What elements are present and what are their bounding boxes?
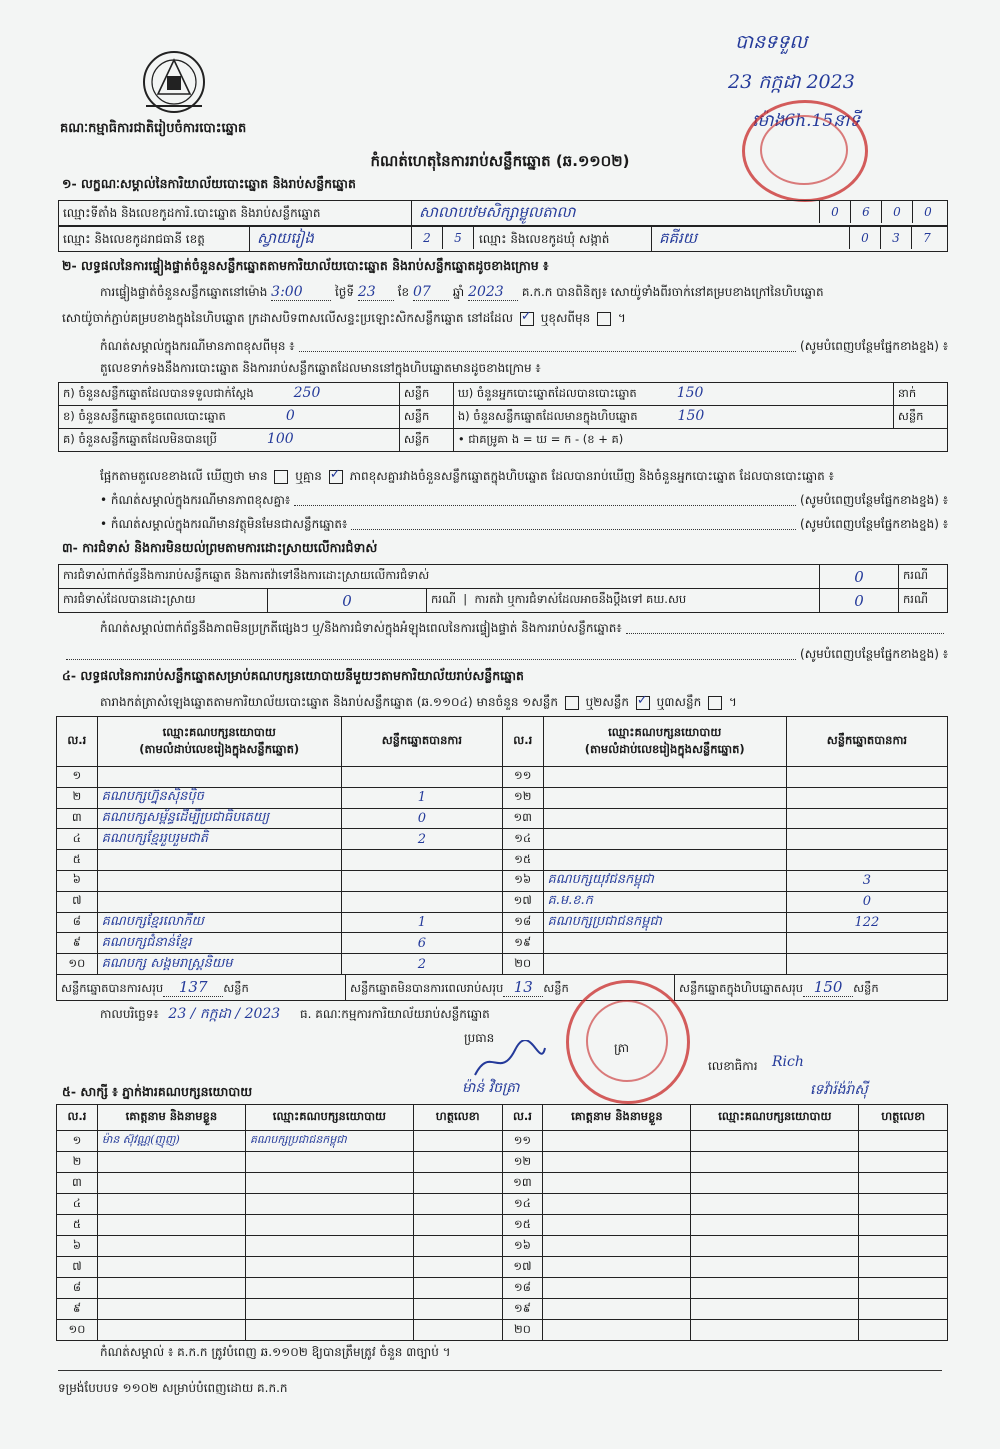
witness-signature — [859, 1320, 948, 1341]
witness-name — [97, 1173, 245, 1194]
witness-signature — [413, 1194, 502, 1215]
witness-party — [691, 1278, 859, 1299]
section4-heading: ៤- លទ្ធផលនៃការរាប់សន្លឹកឆ្នោតសម្រាប់គណបក្សនយោបាយនីមួយៗតាមការិយាល័យរាប់សន្លឹកឆ្នោត — [62, 668, 524, 683]
table-row — [57, 1257, 948, 1278]
row-number: ៣ — [57, 1173, 98, 1194]
witness-party: គណបក្សប្រជាជនកម្ពុជា — [245, 1131, 413, 1152]
vote-count — [341, 870, 502, 891]
vote-count — [786, 767, 947, 788]
witness-name — [543, 1299, 691, 1320]
witness-signature — [859, 1236, 948, 1257]
vote-count — [786, 954, 947, 975]
witness-name — [543, 1320, 691, 1341]
row-number: ៤ — [57, 1194, 98, 1215]
party-name: គណបក្សហ្វ៊ុនស៊ិនប៉ិច — [97, 787, 341, 808]
table-row — [57, 954, 948, 975]
row-number: ២ — [57, 1152, 98, 1173]
witness-signature — [413, 1278, 502, 1299]
section4-sub: តារាងកត់ត្រាសំឡេងឆ្នោតតាមការិយាល័យបោះឆ្នោត និងរាប់សន្លឹកឆ្នោត (ឆ.១១០៤) មានចំនួន ១សន្លឹក ឬ២សន្លឹក ✓ ឬ៣សន្លឹក ។ — [100, 694, 737, 712]
witness-signature — [859, 1215, 948, 1236]
inspect-day: 23 — [358, 284, 394, 301]
table-row — [57, 1173, 948, 1194]
witness-signature — [413, 1320, 502, 1341]
witness-party — [691, 1215, 859, 1236]
row-number: ១ — [57, 767, 98, 788]
witness-signature — [413, 1257, 502, 1278]
table-row — [57, 1215, 948, 1236]
section2-p5: ផ្អែកតាមតួលេខខាងលើ ឃើញថា មាន ឬគ្មាន ✓ ភាពខុសគ្នារវាងចំនួនសន្លឹកឆ្នោតក្នុងហិបឆ្នោត ដែលបានរាប់ឃើញ និងចំនួនអ្នកបោះឆ្នោត ដែលបានបោះឆ្នោត ៖ — [100, 468, 834, 486]
witness-signature — [413, 1215, 502, 1236]
row-number: ១៨ — [502, 1278, 543, 1299]
witness-party — [245, 1278, 413, 1299]
row-number: ២០ — [502, 1320, 543, 1341]
table-row — [57, 808, 948, 829]
witness-party — [245, 1236, 413, 1257]
row-number: ១០ — [57, 954, 98, 975]
vote-count: 1 — [341, 787, 502, 808]
row2-value: ស្វាយរៀង — [257, 229, 314, 247]
received-time: ម៉ោង6h.15នាទី — [752, 111, 861, 131]
row-number: ១៤ — [502, 1194, 543, 1215]
row-number: ៥ — [57, 850, 98, 871]
chair-name: ម៉ាន់ វិចត្រា — [462, 1080, 520, 1096]
valid-total: 137 — [163, 978, 223, 997]
vote-count: 122 — [786, 912, 947, 933]
figures-row: គ) ចំនួនសន្លឹកឆ្នោតដែលមិនបានប្រើ 100 សន្លឹក • ជាគម្រូគា ង = ឃ = ក - (ខ + គ) — [59, 429, 948, 452]
row2-label2: ឈ្មោះ និងលេខកូដឃុំ សង្កាត់ — [479, 232, 610, 246]
witness-signature — [413, 1236, 502, 1257]
party-name — [543, 767, 786, 788]
witness-name — [543, 1194, 691, 1215]
table-row — [57, 1152, 948, 1173]
section5-note: កំណត់សម្គាល់ ៖ គ.ក.ក ត្រូវបំពេញ ឆ.១១០២ ឱ្យបានត្រឹមត្រូវ ចំនួន ៣ច្បាប់ ។ — [100, 1345, 451, 1359]
votes-table: ល.រ ឈ្មោះគណបក្សនយោបាយ (តាមលំដាប់លេខរៀងក្នុងសន្លឹកឆ្នោត) សន្លឹកឆ្នោតបានការ ល.រ ឈ្មោះគណបក្សនយោបាយ (តាមលំដាប់លេខរៀងក្នុងសន្លឹកឆ្នោត) សន្លឹកឆ្នោតបានការ ១ ១១ ២ គណបក្សហ្វ៊ុនស៊ិនប៉ិច 1 ១២ ៣ គណបក្សសម្ព័ន្ធដើម្បីប្រជាធិបតេយ្យ 0 ១៣ ៤ គណបក្សខ្មែររួបរួមជាតិ 2 ១៤ ៥ ១៥ ៦ ១៦ គណបក្សយុវជនកម្ពុជា 3 ៧ ១៧ គ.ម.ខ.ក 0 ៨ គណបក្សខ្មែរលោកីយ 1 ១៨ គណបក្សប្រជាជនកម្ពុជា 122 ៩ គណបក្សជំនាន់ខ្មែរ 6 ១៩ ១០ គណបក្ស សង្គមរាស្ត្រនិយម 2 ២០ — [56, 716, 948, 975]
footer-text: ទម្រង់បែបបទ ១១០២ សម្រាប់បំពេញដោយ គ.ក.ក — [58, 1381, 288, 1395]
vote-count: 3 — [786, 870, 947, 891]
witness-name — [97, 1257, 245, 1278]
org-name: គណៈកម្មាធិការជាតិរៀបចំការបោះឆ្នោត — [60, 121, 247, 136]
witness-signature — [413, 1131, 502, 1152]
row-number: ១២ — [502, 1152, 543, 1173]
row-number: ១១ — [502, 767, 543, 788]
row-number: ៦ — [57, 1236, 98, 1257]
no-difference-checkbox[interactable] — [329, 470, 343, 484]
table-row — [57, 850, 948, 871]
witness-party — [691, 1173, 859, 1194]
official-stamp-bottom-inner — [586, 1000, 668, 1082]
section5-heading: ៥- សាក្សី ៖ ភ្នាក់ងារគណបក្សនយោបាយ — [62, 1084, 253, 1099]
vote-count: 0 — [341, 808, 502, 829]
section1-heading: ១- លក្ខណៈសម្គាល់នៃការិយាល័យបោះឆ្នោត និងរាប់សន្លឹកឆ្នោត — [62, 176, 356, 191]
row-number: ១១ — [502, 1131, 543, 1152]
secretary-label: លេខាធិការ — [708, 1059, 758, 1073]
row-number: ៧ — [57, 891, 98, 912]
witness-party — [691, 1152, 859, 1173]
section2-b2: • កំណត់សម្គាល់ក្នុងករណីមានវត្ថុមិនមែនជាសន្លឹកឆ្នោត៖ (សូមបំពេញបន្ថែមផ្នែកខាងខ្នង) ៖ — [100, 517, 948, 531]
two-sheet-checkbox[interactable] — [636, 696, 650, 710]
row2-label: ឈ្មោះ និងលេខកូដរាជធានី ខេត្ត — [63, 232, 205, 246]
section3-heading: ៣- ការជំទាស់ និងការមិនយល់ព្រមតាមការដោះស្រាយលើការជំទាស់ — [62, 540, 378, 555]
witness-signature — [859, 1257, 948, 1278]
witness-party — [245, 1320, 413, 1341]
row2-value2: គគីរយ — [659, 229, 698, 247]
witness-signature — [859, 1131, 948, 1152]
row-number: ១៩ — [502, 933, 543, 954]
vote-count — [786, 850, 947, 871]
witness-party — [245, 1257, 413, 1278]
vote-count — [786, 933, 947, 954]
received-date: 23 កក្កដា 2023 — [728, 71, 855, 93]
witness-party — [691, 1320, 859, 1341]
section2-p4: តួលេខទាក់ទងនឹងការបោះឆ្នោត និងការរាប់សន្លឹកឆ្នោតដែលមាននៅក្នុងហិបឆ្នោតមានដូចខាងក្រោម ៖ — [100, 361, 541, 375]
different-checkbox[interactable] — [597, 312, 611, 326]
inspect-year: 2023 — [468, 284, 518, 301]
table-row — [57, 1320, 948, 1341]
party-name — [543, 829, 786, 850]
witness-party — [245, 1173, 413, 1194]
chair-signature-icon — [470, 1040, 550, 1080]
witness-signature — [859, 1278, 948, 1299]
witness-name — [97, 1320, 245, 1341]
invalid-total: 13 — [503, 978, 543, 997]
row-number: ១២ — [502, 787, 543, 808]
section2-b1: • កំណត់សម្គាល់ក្នុងករណីមានភាពខុសគ្នា៖ (សូមបំពេញបន្ថែមផ្នែកខាងខ្នង) ៖ — [100, 493, 948, 507]
row-number: ១៧ — [502, 891, 543, 912]
witness-name — [543, 1173, 691, 1194]
witness-signature — [859, 1194, 948, 1215]
witness-name — [543, 1152, 691, 1173]
row1-value: សាលាបឋមសិក្សាម្លូលតាលា — [419, 203, 576, 221]
vote-count: 6 — [341, 933, 502, 954]
witness-name — [543, 1131, 691, 1152]
table-row — [57, 1278, 948, 1299]
table-row — [57, 767, 948, 788]
witness-signature — [413, 1299, 502, 1320]
witness-name — [97, 1236, 245, 1257]
party-name — [97, 891, 341, 912]
row-number: ៧ — [57, 1257, 98, 1278]
same-checkbox[interactable] — [520, 312, 534, 326]
witness-signature — [859, 1152, 948, 1173]
witness-name — [97, 1194, 245, 1215]
witness-party — [245, 1152, 413, 1173]
row-number: ៦ — [57, 870, 98, 891]
section1-row1 — [58, 200, 948, 226]
row1-label: ឈ្មោះទីតាំង និងលេខកូដការិ.បោះឆ្នោត និងរាប់សន្លឹកឆ្នោត — [63, 206, 321, 220]
party-name — [543, 787, 786, 808]
party-name: គ.ម.ខ.ក — [543, 891, 786, 912]
party-name — [543, 933, 786, 954]
table-row — [57, 1299, 948, 1320]
section3-note-line: (សូមបំពេញបន្ថែមផ្នែកខាងខ្នង) ៖ — [62, 646, 948, 664]
table-row — [57, 891, 948, 912]
party-name: គណបក្សជំនាន់ខ្មែរ — [97, 933, 341, 954]
row-number: ៥ — [57, 1215, 98, 1236]
inspect-time: 3:00 — [271, 284, 331, 301]
party-name — [543, 850, 786, 871]
date-line: កាលបរិច្ឆេទ៖ 23 / កក្កដា / 2023 ធ. គណៈកម្មការការិយាល័យរាប់សន្លឹកឆ្នោត — [100, 1006, 490, 1022]
section2-p2: សោយ៉ូចាក់ភ្ជាប់គម្របខាងក្នុងនៃហិបឆ្នោត ក្រដាសបិទពាសលើសន្ទះប្រឡោះសិកសន្លឹកឆ្នោត នៅដដែល ✓ ឬខុសពីមុន ។ — [62, 310, 626, 328]
row-number: ៩ — [57, 933, 98, 954]
objections-table: ការជំទាស់ពាក់ព័ន្ធនឹងការរាប់សន្លឹកឆ្នោត និងការតវ៉ាទៅនឹងការដោះស្រាយលើការជំទាស់ 0 ករណី ការជំទាស់ដែលបានដោះស្រាយ 0 ករណី | ការតវ៉ា ឬការជំទាស់ដែលអាចនឹងប្តឹងទៅ គឃ.សប 0 ករណី — [58, 564, 948, 613]
witness-party — [245, 1215, 413, 1236]
witness-table: ល.រ គោត្តនាម និងនាមខ្លួន ឈ្មោះគណបក្សនយោបាយ ហត្ថលេខា ល.រ គោត្តនាម និងនាមខ្លួន ឈ្មោះគណបក្សនយោបាយ ហត្ថលេខា ១ ម៉ាន ស៊ុវណ្ណ(ញុញ) គណបក្សប្រជាជនកម្ពុជា ១១ ២ ១២ ៣ ១៣ ៤ ១៤ ៥ ១៥ ៦ ១៦ ៧ ១៧ ៨ ១៨ ៩ ១៩ ១០ ២០ — [56, 1104, 948, 1341]
party-name: គណបក្សយុវជនកម្ពុជា — [543, 870, 786, 891]
section2-p1: ការផ្ទៀងផ្ទាត់ចំនួនសន្លឹកឆ្នោតនៅម៉ោង 3:00 ថ្ងៃទី 23 ខែ 07 ឆ្នាំ 2023 គ.ក.ក បានពិនិត្យ៖ សោយ៉ូទាំងពីរចាក់នៅគម្របខាងក្រៅនៃហិបឆ្នោត — [100, 284, 824, 300]
witness-party — [245, 1299, 413, 1320]
row2-code2: 0 3 7 — [849, 227, 942, 251]
vote-count — [341, 891, 502, 912]
party-name — [97, 850, 341, 871]
witness-signature — [413, 1173, 502, 1194]
party-name: គណបក្សខ្មែរលោកីយ — [97, 912, 341, 933]
row-number: ១៣ — [502, 1173, 543, 1194]
has-difference-checkbox[interactable] — [274, 470, 288, 484]
witness-party — [691, 1299, 859, 1320]
witness-party — [245, 1194, 413, 1215]
section1-row2 — [58, 226, 948, 252]
table-row — [57, 933, 948, 954]
row-number: ១៤ — [502, 829, 543, 850]
footer-divider — [58, 1370, 942, 1371]
witness-name — [543, 1257, 691, 1278]
witness-name: ម៉ាន ស៊ុវណ្ណ(ញុញ) — [97, 1131, 245, 1152]
totals-table: សន្លឹកឆ្នោតបានការសរុប 137 សន្លឹក សន្លឹកឆ្នោតមិនបានការពេលរាប់សរុប 13 សន្លឹក សន្លឹកឆ្នោតក្នុងហិបឆ្នោតសរុប 150 សន្លឹក — [56, 974, 948, 1001]
vote-count: 2 — [341, 954, 502, 975]
witness-name — [543, 1278, 691, 1299]
vote-count: 0 — [786, 891, 947, 912]
figures-row: ក) ចំនួនសន្លឹកឆ្នោតដែលបានទទួលជាក់ស្តែង 250 សន្លឹក ឃ) ចំនួនអ្នកបោះឆ្នោតដែលបានបោះឆ្នោត 150 នាក់ — [59, 383, 948, 406]
row-number: ១៥ — [502, 850, 543, 871]
vote-count: 2 — [341, 829, 502, 850]
witness-party — [691, 1236, 859, 1257]
witness-party — [691, 1257, 859, 1278]
row-number: ៨ — [57, 1278, 98, 1299]
witness-party — [691, 1194, 859, 1215]
table-row — [57, 1236, 948, 1257]
table-row — [57, 870, 948, 891]
stamp-label: ត្រា — [614, 1041, 629, 1055]
table-row — [57, 1131, 948, 1152]
witness-name — [543, 1236, 691, 1257]
vote-count — [786, 787, 947, 808]
row-number: ៩ — [57, 1299, 98, 1320]
section2-p3: កំណត់សម្គាល់ក្នុងករណីមានភាពខុសពីមុន ៖ (សូមបំពេញបន្ថែមផ្នែកខាងខ្នង) ៖ — [100, 339, 948, 353]
vote-count — [786, 808, 947, 829]
table-row — [57, 912, 948, 933]
row-number: ១៨ — [502, 912, 543, 933]
witness-name — [97, 1278, 245, 1299]
party-name — [543, 808, 786, 829]
witness-party — [691, 1131, 859, 1152]
row-number: ២ — [57, 787, 98, 808]
row-number: ១ — [57, 1131, 98, 1152]
witness-name — [97, 1299, 245, 1320]
ballot-figures-table — [58, 382, 948, 452]
box-total: 150 — [803, 978, 853, 997]
row-number: ១៦ — [502, 870, 543, 891]
witness-name — [97, 1215, 245, 1236]
row-number: ១០ — [57, 1320, 98, 1341]
nec-logo-icon — [136, 46, 212, 118]
row-number: ២០ — [502, 954, 543, 975]
inspect-month: 07 — [413, 284, 449, 301]
page-title: កំណត់ហេតុនៃការរាប់សន្លឹកឆ្នោត (ឆ.១១០២) — [370, 152, 630, 170]
party-name: គណបក្ស សង្គមរាស្ត្រនិយម — [97, 954, 341, 975]
three-sheet-checkbox[interactable] — [708, 696, 722, 710]
row-number: ៣ — [57, 808, 98, 829]
party-name — [543, 954, 786, 975]
row-number: ១៣ — [502, 808, 543, 829]
row1-code: 0 6 0 0 — [819, 201, 943, 225]
row-number: ១៩ — [502, 1299, 543, 1320]
row-number: ១៧ — [502, 1257, 543, 1278]
vote-count: 1 — [341, 912, 502, 933]
vote-count — [786, 829, 947, 850]
party-name — [97, 767, 341, 788]
section2-heading: ២- លទ្ធផលនៃការផ្ទៀងផ្ទាត់ចំនួនសន្លឹកឆ្នោតតាមការិយាល័យបោះឆ្នោត និងរាប់សន្លឹកឆ្នោតដូចខាងក្រោម ៖ — [62, 258, 549, 273]
party-name: គណបក្សប្រជាជនកម្ពុជា — [543, 912, 786, 933]
table-row — [57, 787, 948, 808]
table-row — [57, 829, 948, 850]
secretary-name: ទេវ៉ារ៉ង់រ៉ាស៊ី — [810, 1082, 868, 1098]
secretary-signature: Rich — [772, 1054, 804, 1070]
party-name: គណបក្សខ្មែររួបរួមជាតិ — [97, 829, 341, 850]
party-name — [97, 870, 341, 891]
row-number: ៤ — [57, 829, 98, 850]
witness-signature — [859, 1173, 948, 1194]
row2-code: 2 5 — [411, 227, 474, 251]
witness-name — [97, 1152, 245, 1173]
received-label: បានទទួល — [735, 31, 808, 53]
vote-count — [341, 767, 502, 788]
row-number: ១៥ — [502, 1215, 543, 1236]
one-sheet-checkbox[interactable] — [565, 696, 579, 710]
witness-name — [543, 1215, 691, 1236]
vote-count — [341, 850, 502, 871]
chair-label: ប្រធាន — [464, 1031, 495, 1045]
party-name: គណបក្សសម្ព័ន្ធដើម្បីប្រជាធិបតេយ្យ — [97, 808, 341, 829]
witness-signature — [413, 1152, 502, 1173]
table-row — [57, 1194, 948, 1215]
row-number: ១៦ — [502, 1236, 543, 1257]
witness-signature — [859, 1299, 948, 1320]
row-number: ៨ — [57, 912, 98, 933]
section3-note: កំណត់សម្គាល់ពាក់ព័ន្ធនឹងភាពមិនប្រក្រតីផ្សេងៗ ឬ/និងការជំទាស់ក្នុងអំឡុងពេលនៃការផ្ទៀងផ្ទាត់ និងការរាប់សន្លឹកឆ្នោត៖ — [100, 620, 948, 638]
official-stamp-top-inner — [760, 115, 848, 185]
figures-row: ខ) ចំនួនសន្លឹកឆ្នោតខូចពេលបោះឆ្នោត 0 សន្លឹក ង) ចំនួនសន្លឹកឆ្នោតដែលមានក្នុងហិបឆ្នោត 150 សន្លឹក — [59, 406, 948, 429]
